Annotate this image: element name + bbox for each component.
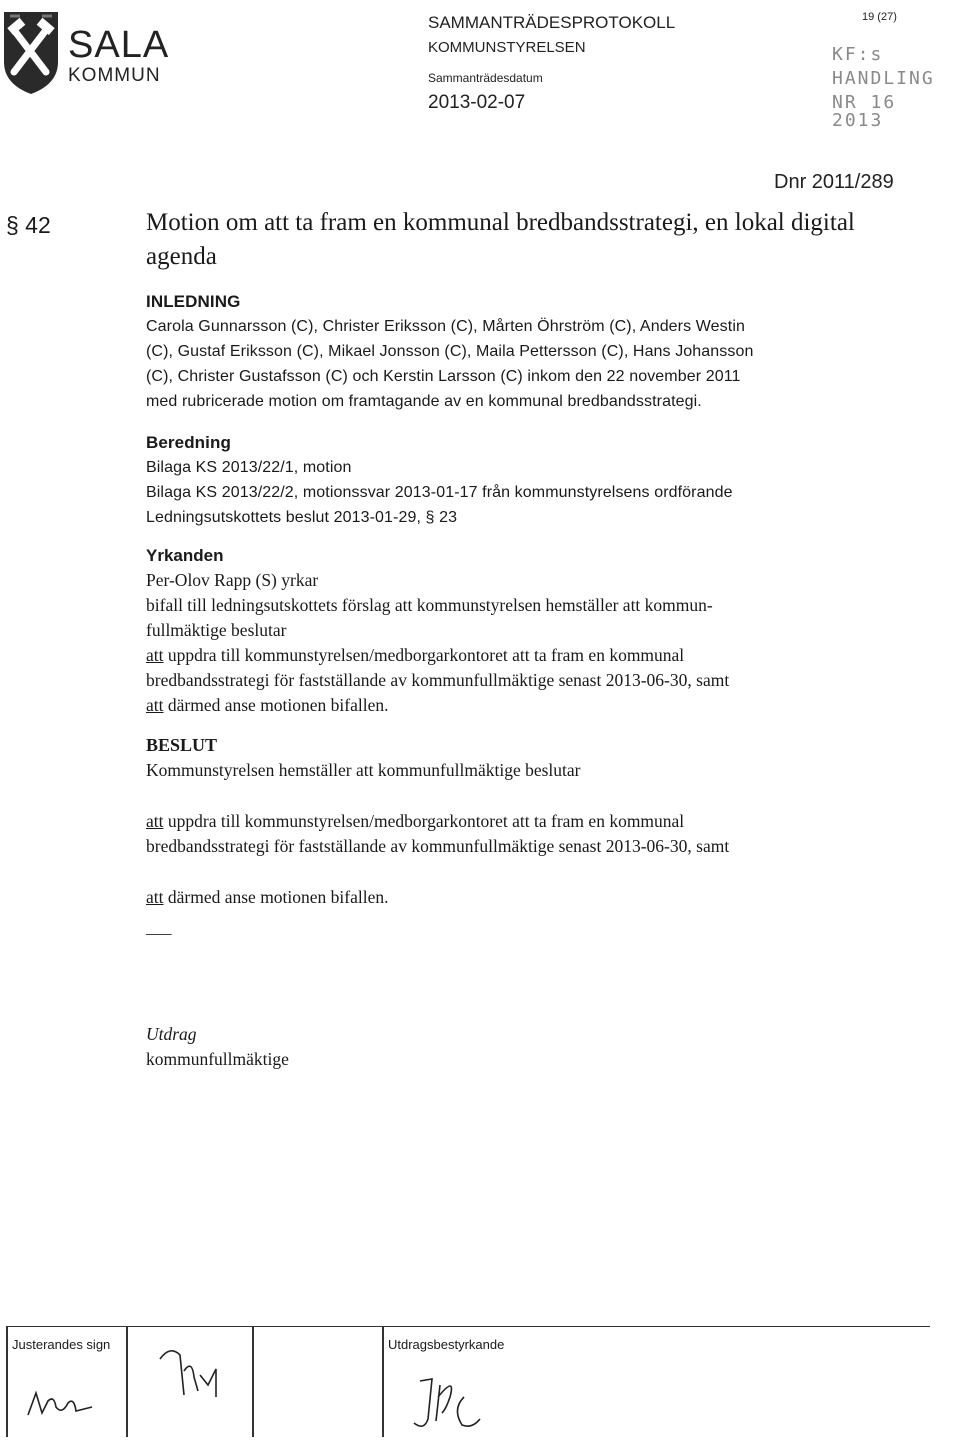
signature-1-icon xyxy=(22,1385,102,1425)
stamp-line-3: NR 16 2013 xyxy=(832,92,897,131)
beslut-heading: BESLUT xyxy=(146,735,218,755)
beredning-line: Bilaga KS 2013/22/2, motionssvar 2013-01-17 från kommunstyrelsens ordförande xyxy=(146,484,733,501)
inledning-section xyxy=(146,289,926,414)
beslut-att-item: att därmed anse motionen bifallen. xyxy=(146,887,389,907)
diary-number: Dnr 2011/289 xyxy=(774,171,894,193)
justerandes-sign-cell xyxy=(6,1327,126,1437)
stamp-line-2: HANDLING xyxy=(832,68,935,89)
utdrag-label: Utdrag xyxy=(146,1024,197,1044)
yrkanden-line: bifall till ledningsutskottets förslag att kommunstyrelsen hemställer att kommun- xyxy=(146,595,713,615)
separator: ___ xyxy=(146,918,172,937)
logo-subtitle: KOMMUN xyxy=(68,65,161,86)
signature-table xyxy=(6,1326,930,1437)
att-keyword: att xyxy=(146,811,164,831)
sala-coat-of-arms-icon xyxy=(0,8,62,96)
yrkanden-att-item: att uppdra till kommunstyrelsen/medborgarkontoret att ta fram en kommunal xyxy=(146,645,685,665)
beslut-line: bredbandsstrategi för fastställande av kommunfullmäktige senast 2013-06-30, samt xyxy=(146,836,730,856)
yrkanden-line: fullmäktige beslutar xyxy=(146,620,287,640)
utdrag-recipient: kommunfullmäktige xyxy=(146,1049,289,1069)
utdragsbestyrkande-cell xyxy=(382,1327,930,1437)
inledning-line: Carola Gunnarsson (C), Christer Eriksson (C), Mårten Öhrström (C), Anders Westin xyxy=(146,318,745,335)
beslut-intro: Kommunstyrelsen hemställer att kommunfullmäktige beslutar xyxy=(146,760,581,780)
inledning-heading: INLEDNING xyxy=(146,292,241,311)
beslut-att-item: att uppdra till kommunstyrelsen/medborgarkontoret att ta fram en kommunal xyxy=(146,811,685,831)
section-title: Motion om att ta fram en kommunal bredbandsstrategi, en lokal digital agenda xyxy=(146,209,855,270)
inledning-line: (C), Christer Gustafsson (C) och Kerstin Larsson (C) inkom den 22 november 2011 xyxy=(146,368,741,385)
yrkanden-section xyxy=(146,543,926,718)
beredning-heading: Beredning xyxy=(146,433,231,452)
inledning-line: med rubricerade motion om framtagande av en kommunal bredbandsstrategi. xyxy=(146,393,702,410)
utdrag-section xyxy=(146,1022,289,1072)
meeting-date: 2013-02-07 xyxy=(428,92,526,113)
signature-2-icon xyxy=(150,1341,230,1411)
signature-cell-2 xyxy=(126,1327,252,1437)
yrkanden-heading: Yrkanden xyxy=(146,546,224,565)
page-number: 19 (27) xyxy=(862,11,897,23)
beredning-section xyxy=(146,430,926,530)
signature-3-icon xyxy=(402,1373,492,1435)
logo-name: SALA xyxy=(68,24,170,66)
beredning-line: Ledningsutskottets beslut 2013-01-29, § 23 xyxy=(146,509,458,526)
stamp-line-1: KF:s xyxy=(832,44,884,65)
att-keyword: att xyxy=(146,645,164,665)
yrkanden-att-item: att därmed anse motionen bifallen. xyxy=(146,695,389,715)
document-type: SAMMANTRÄDESPROTOKOLL xyxy=(428,13,676,32)
justerandes-sign-label: Justerandes sign xyxy=(12,1337,111,1352)
inledning-line: (C), Gustaf Eriksson (C), Mikael Jonsson (C), Maila Pettersson (C), Hans Johansson xyxy=(146,343,754,360)
att-keyword: att xyxy=(146,695,164,715)
yrkanden-line: Per-Olov Rapp (S) yrkar xyxy=(146,570,319,590)
section-number: § 42 xyxy=(6,212,51,238)
beredning-line: Bilaga KS 2013/22/1, motion xyxy=(146,459,352,476)
att-keyword: att xyxy=(146,887,164,907)
yrkanden-line: bredbandsstrategi för fastställande av kommunfullmäktige senast 2013-06-30, samt xyxy=(146,670,730,690)
meeting-date-label: Sammanträdesdatum xyxy=(428,71,543,85)
beslut-section xyxy=(146,733,926,910)
committee-name: KOMMUNSTYRELSEN xyxy=(428,39,586,56)
signature-cell-3 xyxy=(252,1327,382,1437)
utdragsbestyrkande-label: Utdragsbestyrkande xyxy=(388,1337,505,1352)
